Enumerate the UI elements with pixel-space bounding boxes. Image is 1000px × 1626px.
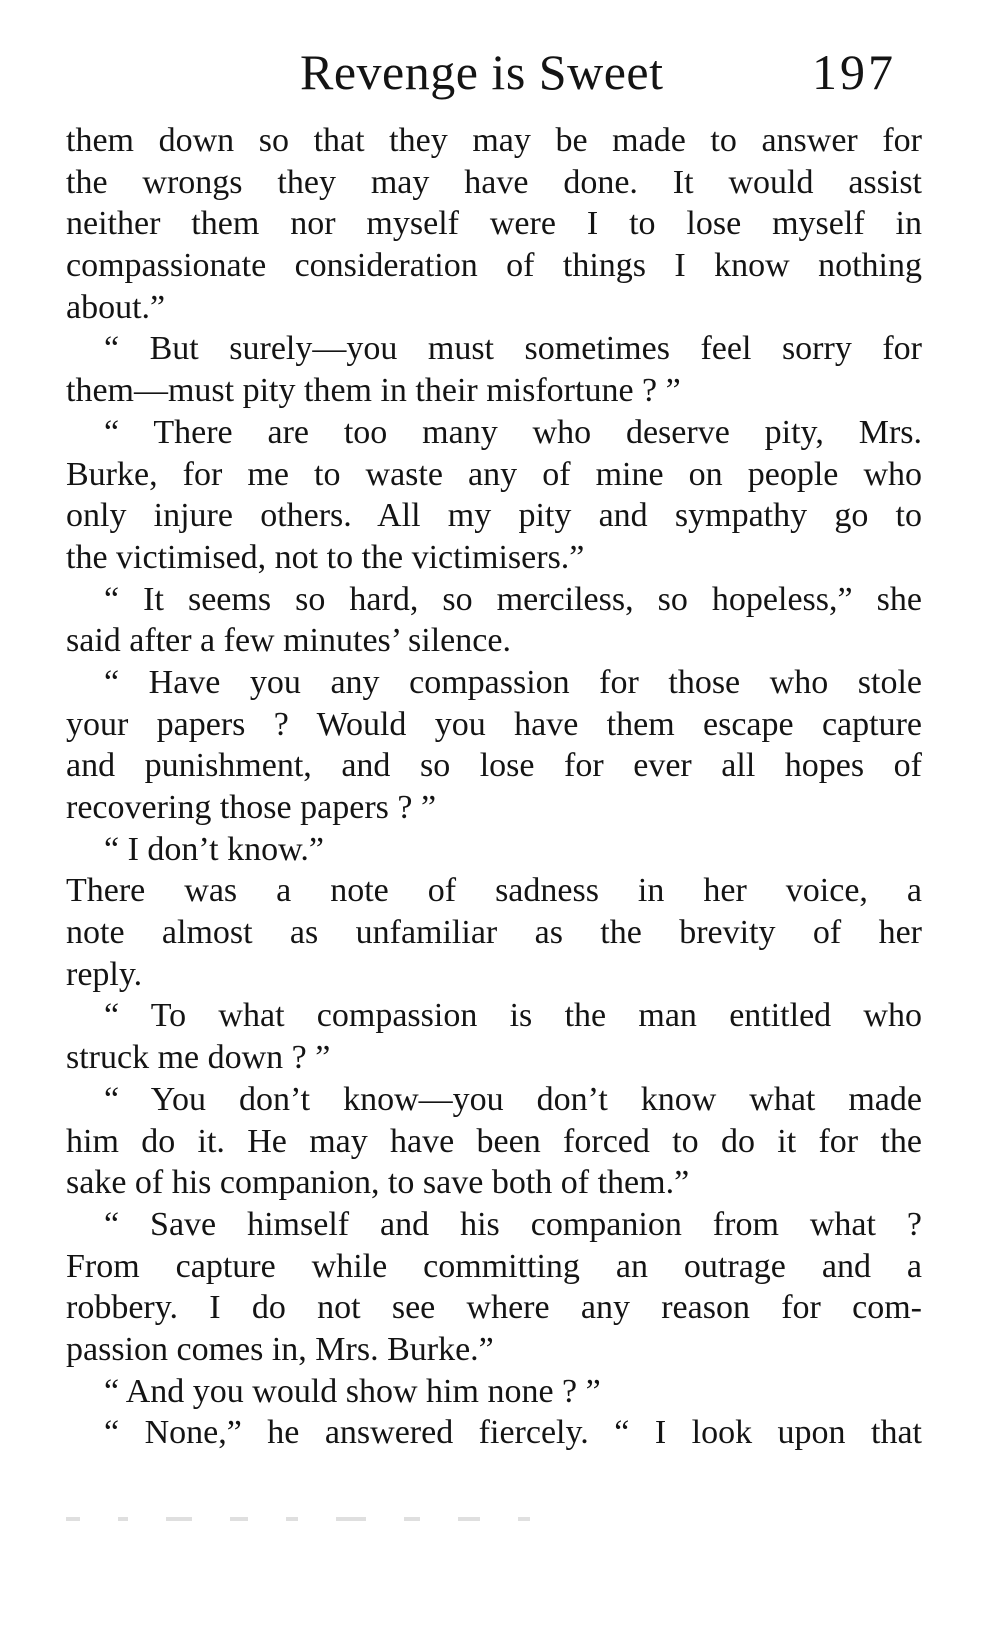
text-line: “ You don’t know—you don’t know what made xyxy=(104,1080,922,1118)
text-line: “ I don’t know.” xyxy=(104,830,325,868)
text-line: them down so that they may be made to answer for xyxy=(66,122,922,159)
text-line: struck me down ? ” xyxy=(66,1039,331,1077)
text-line: your papers ? Would you have them escape capture xyxy=(66,705,922,743)
text-line: reply. xyxy=(66,955,143,993)
text-line: “ And you would show him none ? ” xyxy=(104,1372,601,1410)
text-line: “ Have you any compassion for those who stole xyxy=(104,663,922,701)
text-line: “ To what compassion is the man entitled who xyxy=(104,997,922,1035)
text-line: the victimised, not to the victimisers.” xyxy=(66,538,585,576)
text-line: robbery. I do not see where any reason for com- xyxy=(66,1289,922,1327)
text-line: Burke, for me to waste any of mine on people who xyxy=(66,455,922,493)
text-line: recovering those papers ? ” xyxy=(66,789,437,826)
text-line: “ But surely—you must sometimes feel sorry for xyxy=(104,330,922,368)
running-title: Revenge is Sweet xyxy=(300,44,664,100)
text-line: said after a few minutes’ silence. xyxy=(66,622,511,660)
text-line: and punishment, and so lose for ever all hopes of xyxy=(66,747,922,785)
text-line: note almost as unfamiliar as the brevity of her xyxy=(66,914,922,952)
text-line: From capture while committing an outrage and a xyxy=(66,1247,922,1285)
text-line: them—must pity them in their misfortune ? ” xyxy=(66,372,681,410)
text-line: compassionate consideration of things I know nothing xyxy=(66,247,922,285)
text-line: There was a note of sadness in her voice, a xyxy=(66,872,922,910)
page-number: 197 xyxy=(812,44,896,100)
text-line: sake of his companion, to save both of them.” xyxy=(66,1164,690,1202)
text-line: him do it. He may have been forced to do it for the xyxy=(66,1122,922,1160)
text-line: “ It seems so hard, so merciless, so hopeless,” she xyxy=(104,580,922,618)
text-line: “ None,” he answered fiercely. “ I look upon that xyxy=(104,1414,922,1452)
text-line: passion comes in, Mrs. Burke.” xyxy=(66,1330,494,1368)
text-line: “ There are too many who deserve pity, Mrs. xyxy=(104,413,922,451)
cut-off-next-line xyxy=(66,1510,686,1516)
text-line: “ Save himself and his companion from what ? xyxy=(104,1205,922,1243)
text-line: only injure others. All my pity and sympathy go to xyxy=(66,497,922,535)
text-line: the wrongs they may have done. It would assist xyxy=(66,163,922,201)
text-line: about.” xyxy=(66,288,166,326)
text-line: neither them nor myself were I to lose myself in xyxy=(66,205,922,243)
body-text xyxy=(66,120,922,1454)
